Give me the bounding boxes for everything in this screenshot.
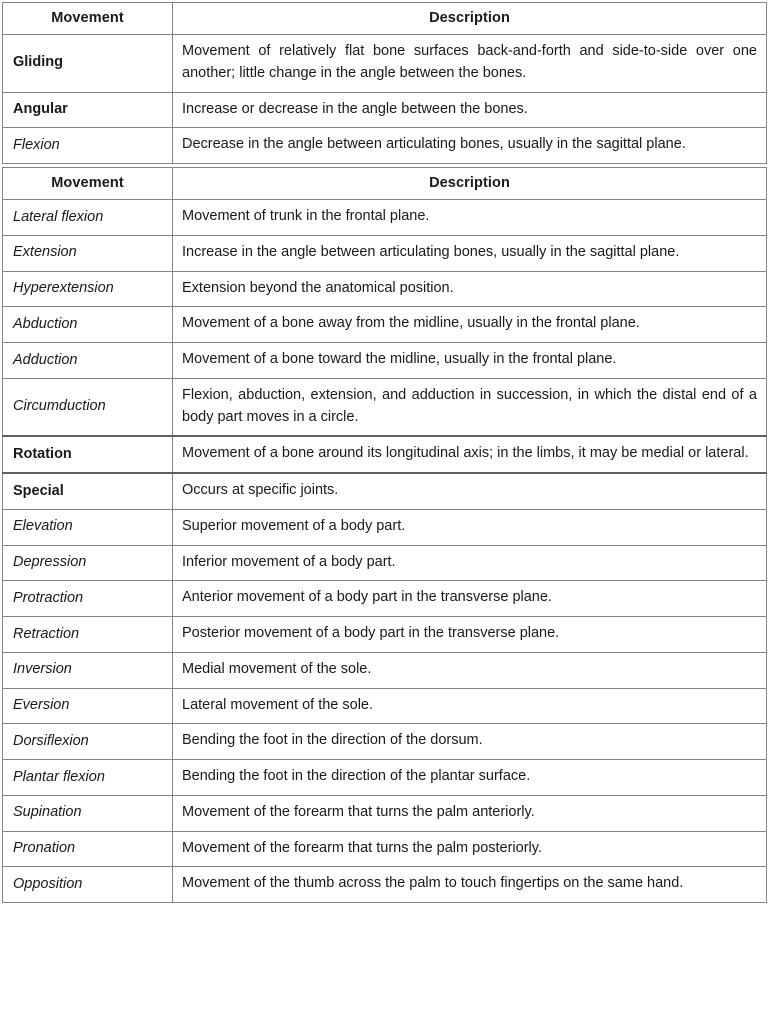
table-row	[3, 652, 767, 688]
cell-movement: Abduction	[3, 307, 173, 343]
column-header-description: Description	[173, 168, 767, 200]
table-row	[3, 235, 767, 271]
table-row	[3, 509, 767, 545]
table-row	[3, 724, 767, 760]
tables-container	[2, 2, 766, 903]
table-row	[3, 343, 767, 379]
cell-description: Movement of trunk in the frontal plane.	[173, 200, 767, 236]
cell-movement: Flexion	[3, 128, 173, 164]
cell-movement: Depression	[3, 545, 173, 581]
cell-description: Movement of the thumb across the palm to touch fingertips on the same hand.	[173, 867, 767, 903]
cell-movement: Retraction	[3, 617, 173, 653]
movement-table	[2, 167, 767, 903]
table-row	[3, 436, 767, 473]
cell-description: Movement of a bone away from the midline, usually in the frontal plane.	[173, 307, 767, 343]
cell-description: Flexion, abduction, extension, and adduction in succession, in which the distal end of a body part moves in a circle.	[173, 378, 767, 436]
movement-table	[2, 2, 767, 164]
table-row	[3, 760, 767, 796]
cell-movement: Angular	[3, 92, 173, 128]
column-header-movement: Movement	[3, 3, 173, 35]
cell-movement: Special	[3, 473, 173, 509]
cell-movement: Opposition	[3, 867, 173, 903]
cell-description: Movement of a bone toward the midline, usually in the frontal plane.	[173, 343, 767, 379]
table-row	[3, 35, 767, 93]
cell-description: Increase or decrease in the angle between the bones.	[173, 92, 767, 128]
table-row	[3, 545, 767, 581]
cell-description: Movement of the forearm that turns the palm anteriorly.	[173, 795, 767, 831]
table-row	[3, 92, 767, 128]
table-row	[3, 581, 767, 617]
cell-description: Increase in the angle between articulating bones, usually in the sagittal plane.	[173, 235, 767, 271]
cell-movement: Dorsiflexion	[3, 724, 173, 760]
table-row	[3, 617, 767, 653]
cell-description: Decrease in the angle between articulating bones, usually in the sagittal plane.	[173, 128, 767, 164]
table-row	[3, 473, 767, 509]
cell-movement: Hyperextension	[3, 271, 173, 307]
table-row	[3, 688, 767, 724]
cell-movement: Supination	[3, 795, 173, 831]
cell-movement: Gliding	[3, 35, 173, 93]
table-row	[3, 128, 767, 164]
cell-movement: Elevation	[3, 509, 173, 545]
table-row	[3, 271, 767, 307]
cell-movement: Circumduction	[3, 378, 173, 436]
table-header-row	[3, 168, 767, 200]
table-row	[3, 867, 767, 903]
table-row	[3, 795, 767, 831]
cell-description: Movement of relatively flat bone surfaces back-and-forth and side-to-side over one another; little change in the angle between the bones.	[173, 35, 767, 93]
cell-movement: Eversion	[3, 688, 173, 724]
table-header-row	[3, 3, 767, 35]
cell-description: Occurs at specific joints.	[173, 473, 767, 509]
column-header-description: Description	[173, 3, 767, 35]
table-row	[3, 378, 767, 436]
cell-description: Bending the foot in the direction of the plantar surface.	[173, 760, 767, 796]
cell-description: Movement of a bone around its longitudinal axis; in the limbs, it may be medial or lateral.	[173, 436, 767, 473]
cell-movement: Inversion	[3, 652, 173, 688]
cell-description: Lateral movement of the sole.	[173, 688, 767, 724]
cell-movement: Pronation	[3, 831, 173, 867]
cell-movement: Protraction	[3, 581, 173, 617]
cell-movement: Adduction	[3, 343, 173, 379]
cell-description: Bending the foot in the direction of the dorsum.	[173, 724, 767, 760]
cell-movement: Rotation	[3, 436, 173, 473]
table-row	[3, 307, 767, 343]
cell-description: Medial movement of the sole.	[173, 652, 767, 688]
cell-description: Anterior movement of a body part in the transverse plane.	[173, 581, 767, 617]
cell-description: Superior movement of a body part.	[173, 509, 767, 545]
table-row	[3, 831, 767, 867]
cell-movement: Extension	[3, 235, 173, 271]
cell-description: Inferior movement of a body part.	[173, 545, 767, 581]
table-row	[3, 200, 767, 236]
cell-description: Extension beyond the anatomical position.	[173, 271, 767, 307]
cell-movement: Plantar flexion	[3, 760, 173, 796]
cell-description: Movement of the forearm that turns the palm posteriorly.	[173, 831, 767, 867]
cell-description: Posterior movement of a body part in the transverse plane.	[173, 617, 767, 653]
column-header-movement: Movement	[3, 168, 173, 200]
cell-movement: Lateral flexion	[3, 200, 173, 236]
